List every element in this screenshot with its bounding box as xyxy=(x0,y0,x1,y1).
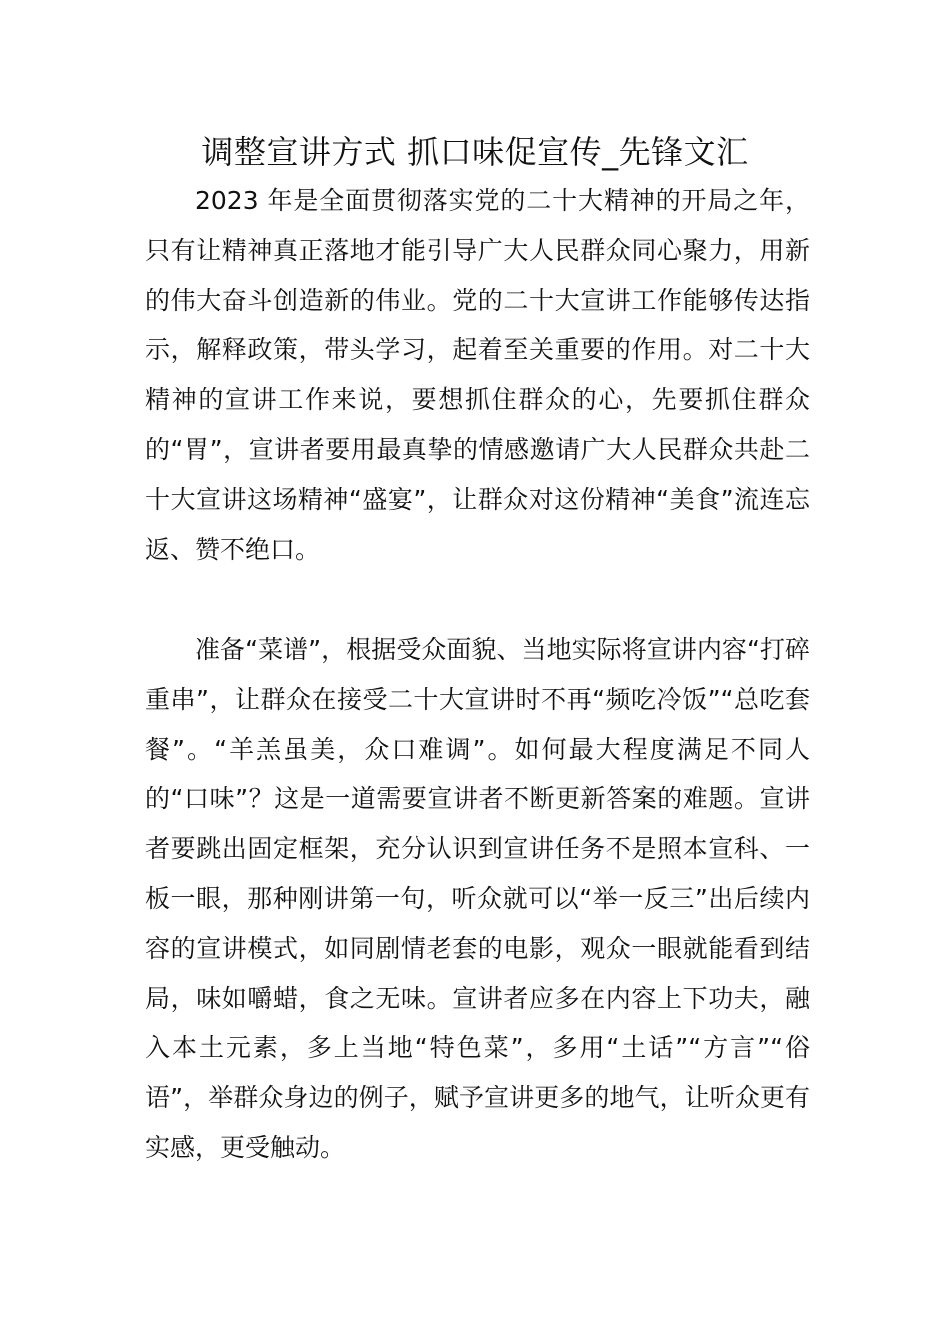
document-title: 调整宣讲方式 抓口味促宣传_先锋文汇 xyxy=(201,133,749,171)
paragraph-1: 2023 年是全面贯彻落实党的二十大精神的开局之年，只有让精神真正落地才能引导广大人民群众同心聚力，用新的伟大奋斗创造新的伟业。党的二十大宣讲工作能够传达指示，解释政策，带头学习，起着至关重要的作用。对二十大精神的宣讲工作来说，要想抓住群众的心，先要抓住群众的“胃”，宣讲者要用最真挚的情感邀请广大人民群众共赴二十大宣讲这场精神“盛宴”，让群众对这份精神“美食”流连忘返、赞不绝口。 xyxy=(145,186,810,564)
paragraph-2: 准备“菜谱”，根据受众面貌、当地实际将宣讲内容“打碎重串”，让群众在接受二十大宣讲时不再“频吃冷饭”“总吃套餐”。“羊羔虽美，众口难调”。如何最大程度满足不同人的“口味”？这是一道需要宣讲者不断更新答案的难题。宣讲者要跳出固定框架，充分认识到宣讲任务不是照本宣科、一板一眼，那种刚讲第一句，听众就可以“举一反三”出后续内容的宣讲模式，如同剧情老套的电影，观众一眼就能看到结局，味如嚼蜡，食之无味。宣讲者应多在内容上下功夫，融入本土元素，多上当地“特色菜”，多用“土话”“方言”“俗语”，举群众身边的例子，赋予宣讲更多的地气，让听众更有实感，更受触动。 xyxy=(145,635,810,1162)
